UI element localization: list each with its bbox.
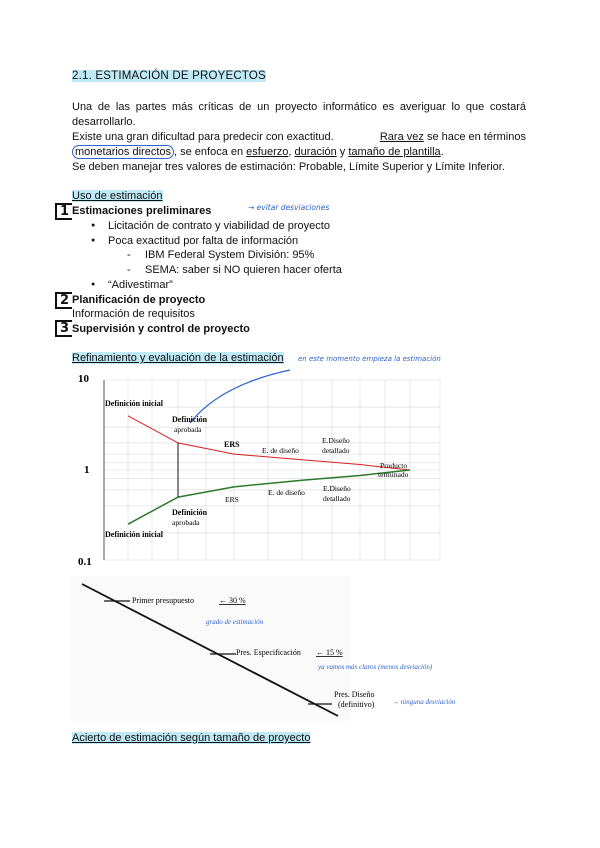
note-ninguna-desviacion: → ninguna desviación [392,698,456,706]
number-1-badge: 1 [55,203,72,220]
page-title: 2.1. ESTIMACIÓN DE PROYECTOS [72,70,266,82]
label-producto-1: Producto [380,461,408,470]
bullet-adivestimar: ● “Adivestimar” [108,279,173,291]
label-producto-2: terminado [378,470,409,479]
label-lower-def-aprobada-1: Definición [172,508,208,517]
section-uso-heading: Uso de estimación [72,190,163,202]
pct-primer: ← 30 % [219,596,246,605]
series-lower-line [128,470,410,524]
label-upper-diseno: E. de diseño [262,446,299,455]
item-planificacion: Planificación de proyecto [72,294,206,306]
label-lower-det-2: detallado [323,494,351,503]
y-tick-10: 10 [78,373,89,385]
label-pres-especificacion: Pres. Especificación [236,648,301,657]
monetarios-highlight: monetarios directos [72,145,174,159]
note-mas-claros: ya vamos más claros (menos desviación) [318,663,433,671]
label-lower-def-aprobada-2: aprobada [172,518,200,527]
label-upper-det-2: detallado [322,446,350,455]
subitem-ibm: - IBM Federal System División: 95% [145,249,314,261]
item-supervision: Supervisión y control de proyecto [72,323,250,335]
note-estimacion-start: en este momento empieza la estimación [298,355,441,363]
number-3-badge: 3 [55,320,72,337]
bullet-poca-exactitud: ● Poca exactitud por falta de información [108,235,298,247]
intro-paragraph-3: Se deben manejar tres valores de estimación: Probable, Límite Superior y Límite Inferior. [72,161,505,173]
diagram-background [70,576,350,721]
label-pres-diseno-1: Pres. Diseño [334,690,375,699]
bullet-licitacion: ● Licitación de contrato y viabilidad de proyecto [108,220,330,232]
item-estimaciones-preliminares: Estimaciones preliminares [72,205,212,217]
label-upper-def-inicial: Definición inicial [105,399,163,408]
subitem-sema: - SEMA: saber si NO quieren hacer oferta [145,264,342,276]
budget-diagram [70,576,530,726]
y-tick-1: 1 [84,464,90,476]
label-lower-ers: ERS [225,495,239,504]
label-lower-def-inicial: Definición inicial [105,530,163,539]
label-primer-presupuesto: Primer presupuesto [132,596,194,605]
estimation-chart [70,365,450,570]
note-grado-estimacion: grado de estimación [206,618,264,626]
label-pres-diseno-2: (definitivo) [338,700,375,709]
note-evitar-desviaciones: → evitar desviaciones [248,203,330,212]
label-upper-det-1: E.Diseño [322,436,350,445]
intro-paragraph-2: Existe una gran dificultad para predecir con exactitud. Rara vez se hace en términos monetarios directos , se enfoca en esfuerzo, duración y tamaño de plantilla. [72,131,526,158]
label-upper-def-aprobada-2: aprobada [174,425,202,434]
intro-paragraph-1: Una de las partes más críticas de un proyecto informático es averiguar lo que costará desarrollarlo. [72,101,526,128]
label-upper-ers: ERS [224,440,240,449]
y-tick-0-1: 0.1 [78,556,92,568]
pct-especificacion: ← 15 % [316,648,343,657]
label-lower-det-1: E.Diseño [323,484,351,493]
number-2-badge: 2 [55,292,72,309]
section-acierto-heading: Acierto de estimación según tamaño de proyecto [72,732,311,744]
label-lower-diseno: E. de diseño [268,488,305,497]
info-requisitos: Información de requisitos [72,308,195,320]
section-refinamiento-heading: Refinamiento y evaluación de la estimación [72,352,284,364]
label-upper-def-aprobada-1: Definición [172,415,208,424]
